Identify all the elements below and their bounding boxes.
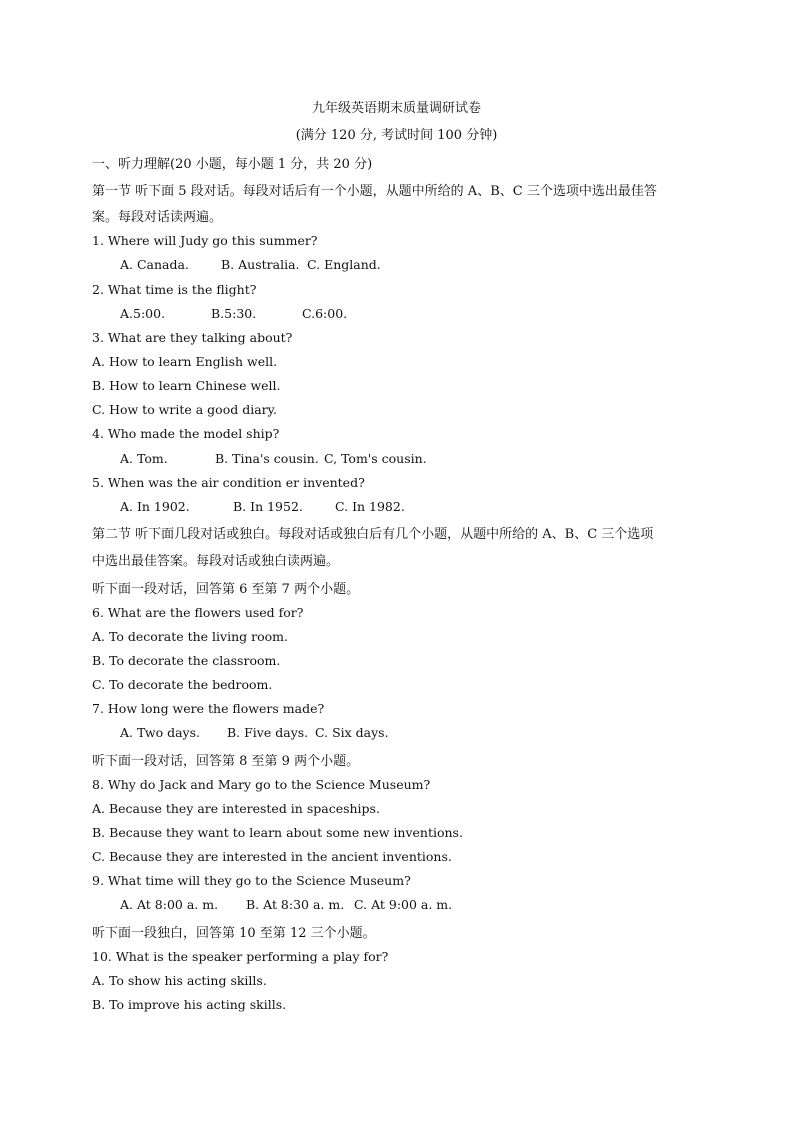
- question-2: 2. What time is the flight?: [92, 282, 257, 297]
- question-3-option-b: B. How to learn Chinese well.: [92, 378, 281, 393]
- question-9: 9. What time will they go to the Science Museum?: [92, 873, 411, 888]
- exam-subtitle: (满分 120 分, 考试时间 100 分钟): [295, 128, 498, 143]
- option-b: B. At 8:30 a. m.: [246, 897, 345, 912]
- question-10-option-b: B. To improve his acting skills.: [92, 997, 287, 1012]
- dialogue1-intro: 听下面一段对话，回答第 6 至第 7 两个小题。: [92, 582, 360, 597]
- option-a: A. Tom.: [120, 451, 168, 466]
- section2-instructions-line2: 中选出最佳答案。每段对话或独白读两遍。: [92, 554, 340, 569]
- option-c: C. England.: [307, 257, 381, 272]
- question-5: 5. When was the air condition er invented?: [92, 475, 365, 490]
- question-8: 8. Why do Jack and Mary go to the Science Museum?: [92, 777, 431, 792]
- option-b: B. Australia.: [221, 257, 300, 272]
- question-8-option-a: A. Because they are interested in spaceships.: [92, 801, 380, 816]
- option-a: A. Canada.: [120, 257, 189, 272]
- option-c: C.6:00.: [302, 306, 348, 321]
- option-b: B. In 1952.: [233, 499, 303, 514]
- question-4: 4. Who made the model ship?: [92, 426, 280, 441]
- question-8-option-b: B. Because they want to learn about some new inventions.: [92, 825, 463, 840]
- option-a: A.5:00.: [120, 306, 166, 321]
- question-9-options: [120, 897, 452, 912]
- monologue-intro: 听下面一段独白，回答第 10 至第 12 三个小题。: [92, 926, 376, 941]
- question-3-option-a: A. How to learn English well.: [92, 354, 278, 369]
- option-b: B. Tina's cousin.: [215, 451, 319, 466]
- option-b: B.5:30.: [211, 306, 257, 321]
- section1-instructions-line1: 第一节 听下面 5 段对话。每段对话后有一个小题，从题中所给的 A、B、C 三个选项中选出最佳答: [92, 184, 657, 199]
- question-6-option-a: A. To decorate the living room.: [92, 629, 288, 644]
- question-10-option-a: A. To show his acting skills.: [92, 973, 267, 988]
- dialogue2-intro: 听下面一段对话，回答第 8 至第 9 两个小题。: [92, 754, 360, 769]
- question-4-options: [120, 451, 427, 466]
- question-7-options: [120, 725, 389, 740]
- question-5-options: [120, 499, 405, 514]
- question-6-option-b: B. To decorate the classroom.: [92, 653, 281, 668]
- option-c: C. At 9:00 a. m.: [354, 897, 453, 912]
- question-3-option-c: C. How to write a good diary.: [92, 402, 278, 417]
- option-c: C. Six days.: [315, 725, 389, 740]
- question-6-option-c: C. To decorate the bedroom.: [92, 677, 273, 692]
- question-3: 3. What are they talking about?: [92, 330, 293, 345]
- part1-heading: 一、听力理解(20 小题，每小题 1 分，共 20 分): [92, 157, 373, 172]
- option-b: B. Five days.: [227, 725, 309, 740]
- section1-instructions-line2: 案。每段对话读两遍。: [92, 210, 223, 225]
- question-7: 7. How long were the flowers made?: [92, 701, 325, 716]
- section2-instructions-line1: 第二节 听下面几段对话或独白。每段对话或独白后有几个小题，从题中所给的 A、B、C 三个选项: [92, 527, 654, 542]
- question-1-options: [120, 257, 381, 272]
- exam-title: 九年级英语期末质量调研试卷: [311, 101, 481, 116]
- option-a: A. Two days.: [120, 725, 200, 740]
- question-8-option-c: C. Because they are interested in the ancient inventions.: [92, 849, 452, 864]
- question-2-options: [120, 306, 347, 321]
- option-c: C, Tom's cousin.: [324, 451, 427, 466]
- question-10: 10. What is the speaker performing a play for?: [92, 949, 389, 964]
- option-a: A. At 8:00 a. m.: [120, 897, 219, 912]
- question-1: 1. Where will Judy go this summer?: [92, 233, 318, 248]
- option-a: A. In 1902.: [120, 499, 190, 514]
- option-c: C. In 1982.: [335, 499, 405, 514]
- question-6: 6. What are the flowers used for?: [92, 605, 304, 620]
